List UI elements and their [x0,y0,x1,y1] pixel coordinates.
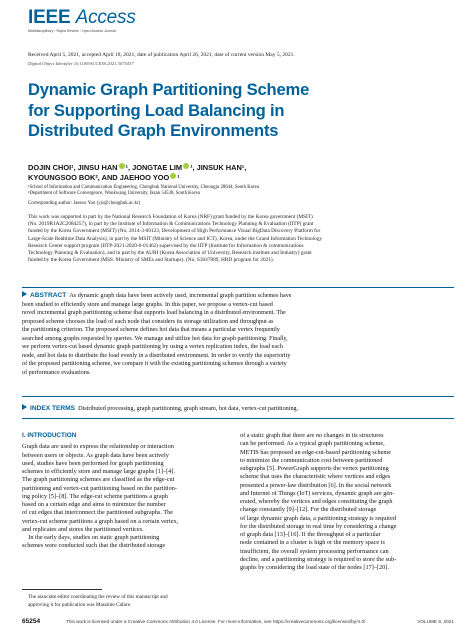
funding-line: (No. 2019R1A2C2084257), in part by the Institute of Information & Communications Technology Planning & Evaluation (IITP) grant [28,221,314,228]
abstract-block [22,291,454,377]
body-line: erated, whereby the vertices and edges constituting the graph [240,498,393,505]
body-line: of graph data [13]–[16]. If the throughput of a particular [240,531,381,538]
ieee-access-logo[interactable] [28,8,136,28]
logo-access-text: Access [75,7,136,28]
funding-line: funded by the Korea Government (MSIT) (No. 2014-3-00123, Development of High Performance Visual BigData Discovery Platform for [28,228,321,235]
body-line: vertex-cut scheme partitions a graph based on a certain vertex, [22,517,179,525]
funding-statement [28,214,448,264]
orcid-icon[interactable] [183,163,189,169]
affiliations [28,185,448,197]
body-line: schemes to efficiently store and manage large graphs [1]–[4]. [22,468,176,475]
body-line: can be performed. As a typical graph partitioning scheme, [240,440,385,448]
abstract-line: searched among graphs requested by queries. We manage and utilize hot data for graph partitioning. Finally, [22,335,288,342]
abstract-line: the partitioning criterion. The proposed scheme defines hot data that means a particular vertex frequently [22,327,280,334]
volume-label: VOLUME 9, 2021 [417,619,454,624]
funding-line: This work was supported in part by the National Research Foundation of Korea (NRF) grant funded by the Korea government (MSIT) [28,214,313,220]
funding-line: funded by the Korea Government (MSS: Ministry of SMEs and Startups). (No. S3047889, HRD program for 2021). [28,257,274,264]
body-line: decline, and a partitioning strategy is required to store the sub- [240,555,397,563]
abstract-line: of the proposed partitioning scheme, we compare it with the existing partitioning schemes through a variety [22,361,287,368]
orcid-icon[interactable] [119,163,125,169]
footnote-divider [22,589,102,590]
license-notice[interactable]: This work is licensed under a Creative Commons Attribution 4.0 License. For more information, see https://creativecommons.org/licenses/by/4.0/ [66,619,366,624]
author-text: DOJIN CHOI¹, JINSU HAN [28,163,118,172]
body-line: based on a certain edge and aims to minimize the number [22,501,166,508]
author-line [28,163,448,173]
body-line: of cut edges that interconnect the partitioned subgraphs. The [22,509,174,517]
body-line: presented a power-law distribution [6]. In the social network [240,481,392,489]
index-terms [22,404,454,413]
abstract-line: node, and hot data to distribute the load evenly in a distributed environment. In order to verify the superiority [22,352,291,359]
body-line: METIS has proposed an edge-cut-based partitioning scheme [240,448,391,456]
title-line: Dynamic Graph Partitioning Scheme [28,80,310,99]
footnote-line: The associate editor coordinating the review of this manuscript and [28,594,168,600]
abstract-line: been studied to efficiently store and manage large graphs. In this paper, we propose a vertex-cut based [22,301,273,308]
corresponding-author: Corresponding author: Jaesoo Yoo (yjs@chungbuk.ac.kr) [28,201,141,206]
footnote-line: approving it for publication was Massimo Cafaro [28,602,131,608]
author-text: ¹, JINSUK HAN¹, [190,163,247,172]
received-dates: Received April 5, 2021, accepted April 18, 2021, date of publication April 26, 2021, date of current version May 5, 2021. [28,52,295,58]
author-list [28,163,448,183]
body-line: partitioning and vertex-cut partitioning based on the partition- [22,484,177,492]
body-line: schemes were conducted such that the distributed storage [22,542,166,550]
body-line: node contained in a cluster is high or the memory space is [240,539,385,547]
body-line: and Internet of Things (IoT) services, dynamic graph are gen- [240,489,395,497]
body-line: of a static graph that there are no changes in its structures [240,432,384,439]
funding-line: Technology Planning & Evaluation), and in part by the AURI (Korea Association of University, Research institute and Industry) grant [28,250,312,257]
abstract-label: ABSTRACT [30,292,67,299]
body-line: used, studies have been performed for graph partitioning [22,459,164,467]
logo-ieee-text: IEEE [28,7,71,28]
body-line: for the distributed storage in real time by considering a change [240,522,397,530]
body-line: In the early days, studies on static graph partitioning [22,534,160,541]
editor-footnote [28,593,233,609]
index-terms-text: Distributed processing, graph partitioning, graph stream, hot data, vertex-cut partitioning. [78,406,299,412]
funding-line: Large-Scale Realtime Data Analysis), in part by the MSIT (Ministry of Science and ICT), Korea, under the Grand Information Technology [28,235,323,242]
abstract-line: of performance evaluations. [22,369,91,376]
orcid-icon[interactable] [170,173,176,179]
body-line: ing policy [5]–[8]. The edge-cut scheme partitions a graph [22,492,168,500]
journal-header [28,8,136,33]
paper-title [28,80,448,142]
body-line: scheme that uses the characteristic where vertices and edges [240,473,391,481]
section-divider [22,418,454,419]
body-line: to minimize the communication cost between partitioned [240,456,383,464]
section-divider [22,396,454,397]
funding-line: Research Center support program (IITP-2021-2020-0-01462) supervised by the IITP (Institute for Information & communications [28,242,304,249]
title-line: Distributed Graph Environments [28,121,279,140]
triangle-marker-icon [22,404,27,410]
author-text: ¹, JONGTAE LIM [125,163,183,172]
author-text: ¹ [177,173,180,182]
journal-tagline: Multidisciplinary ⁝ Rapid Review ⁝ Open Access Journal [28,29,116,33]
triangle-marker-icon [22,291,27,297]
index-terms-label: INDEX TERMS [30,405,76,412]
abstract-line: novel incremental graph partitioning scheme that supports load balancing in a distributed environment. The [22,310,286,317]
section-divider [22,287,454,288]
doi-line[interactable]: Digital Object Identifier 10.1109/ACCESS.2021.3075437 [28,61,134,66]
left-column [22,432,232,551]
section-heading: I. INTRODUCTION [22,432,77,439]
author-line [28,173,448,183]
body-line: between users or objects. As graph data have been actively [22,451,169,459]
body-line: and replicates and stores the partitioned vertices. [22,525,144,533]
page-number: 65254 [22,618,41,625]
right-column [240,432,450,572]
body-line: Graph data are used to express the relationship or interaction [22,443,174,451]
affiliation: ²Department of Software Convergence, Wonkwang University, Iksan 54538, South Korea [28,191,200,197]
abstract-line: we perform vertex-cut based dynamic graph partitioning by using a vertex replication index, the load each [22,344,283,351]
affiliation: ¹School of Information and Communication Engineering, Chungbuk National University, Cheongju 28644, South Korea [28,185,259,190]
body-line: graphs by considering the load state of the nodes [17]–[20]. [240,564,389,571]
body-line: The graph partitioning schemes are classified as the edge-cut [22,476,175,484]
body-line: of large dynamic graph data, a partitioning strategy is required [240,514,397,522]
title-line: for Supporting Load Balancing in [28,100,285,120]
body-line: insufficient, the overall system processing performance can [240,547,389,555]
body-line: subgraphs [5]. PowerGraph supports the vertex partitioning [240,465,389,472]
abstract-first-line [22,291,454,301]
author-text: KYOUNGSOO BOK², AND JAEHOO YOO [28,173,170,182]
abstract-line: proposed scheme chooses the load of each node that considers its storage utilization and throughput as [22,318,274,325]
abstract-text: As dynamic graph data have been actively used, incremental graph partition schemes have [69,293,292,299]
body-line: change constantly [9]–[12]. For the distributed storage [240,506,377,514]
